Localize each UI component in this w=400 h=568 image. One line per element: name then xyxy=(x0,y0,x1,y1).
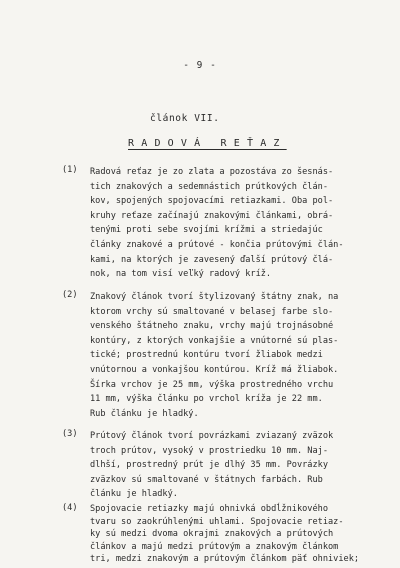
text-line: nok, na tom visí veľký radový kríž. xyxy=(90,269,272,280)
text-line: Znakový článok tvorí štylizovaný štátny znak, na xyxy=(90,292,339,302)
article-heading: článok VII. xyxy=(150,113,220,124)
text-line: článku je hladký. xyxy=(90,489,178,500)
text-line: tvaru so zaokrúhlenými uhlami. Spojovacie retiaz- xyxy=(90,516,344,527)
text-line: ktorom vrchy sú smaltované v belasej farbe slo- xyxy=(90,306,334,317)
text-line: Rub článku je hladký. xyxy=(90,408,199,419)
text-line: kruhy reťaze začínajú znakovými článkami, obrá- xyxy=(90,210,334,221)
text-line: Radová reťaz je zo zlata a pozostáva zo šesnás- xyxy=(90,167,334,177)
text-line: troch prútov, vysoký v prostriedku 10 mm. Naj- xyxy=(90,445,328,456)
text-line: Šírka vrchov je 25 mm, výška prostredného vrchu xyxy=(90,379,334,390)
text-line: tich znakových a sedemnástich prútkových člán- xyxy=(90,181,328,192)
text-line: Prútový článok tvorí povrázkami zviazaný zväzok xyxy=(90,431,334,441)
paragraph-number: (1) xyxy=(62,165,78,175)
text-line: zväzkov sú smaltované v štátnych farbách. Rub xyxy=(90,474,323,485)
text-line: kami, na ktorých je zavesený ďalší prútový člá- xyxy=(90,254,334,265)
text-line: články znakové a prútové - končia prútovými člán- xyxy=(90,239,344,250)
page-number: - 9 - xyxy=(183,60,217,71)
text-line: tri, medzi znakovým a prútovým článkom päť ohniviek; xyxy=(90,554,360,564)
text-line: kontúry, z ktorých vonkajšie a vnútorné sú plas- xyxy=(90,335,339,346)
text-line: tické; prostrednú kontúru tvorí žliabok medzi xyxy=(90,350,323,361)
paragraph-number: (3) xyxy=(62,429,78,439)
text-line: článkov a majú medzi prútovým a znakovým článkom xyxy=(90,541,339,552)
text-line: tenými proti sebe svojími krížmi a striedajúc xyxy=(90,225,323,236)
text-line: 11 mm, výška článku po vrchol kríža je 22 mm. xyxy=(90,394,323,405)
paragraph-number: (4) xyxy=(62,503,78,513)
text-line: ky sú medzi dvoma okrajmi znakových a prútových xyxy=(90,529,334,539)
text-line: venského štátneho znaku, vrchy majú trojnásobné xyxy=(90,321,334,332)
text-line: Spojovacie retiazky majú ohnivká obdĺžnikového xyxy=(90,504,328,514)
paragraph-number: (2) xyxy=(62,290,78,300)
text-line: kov, spojených spojovacími retiazkami. Oba pol- xyxy=(90,196,334,207)
section-title: RADOVÁ REŤAZ xyxy=(128,138,287,149)
text-line: dlhší, prostredný prút je dlhý 35 mm. Povrázky xyxy=(90,460,328,471)
text-line: vnútornou a vonkajšou kontúrou. Kríž má žliabok. xyxy=(90,364,339,375)
